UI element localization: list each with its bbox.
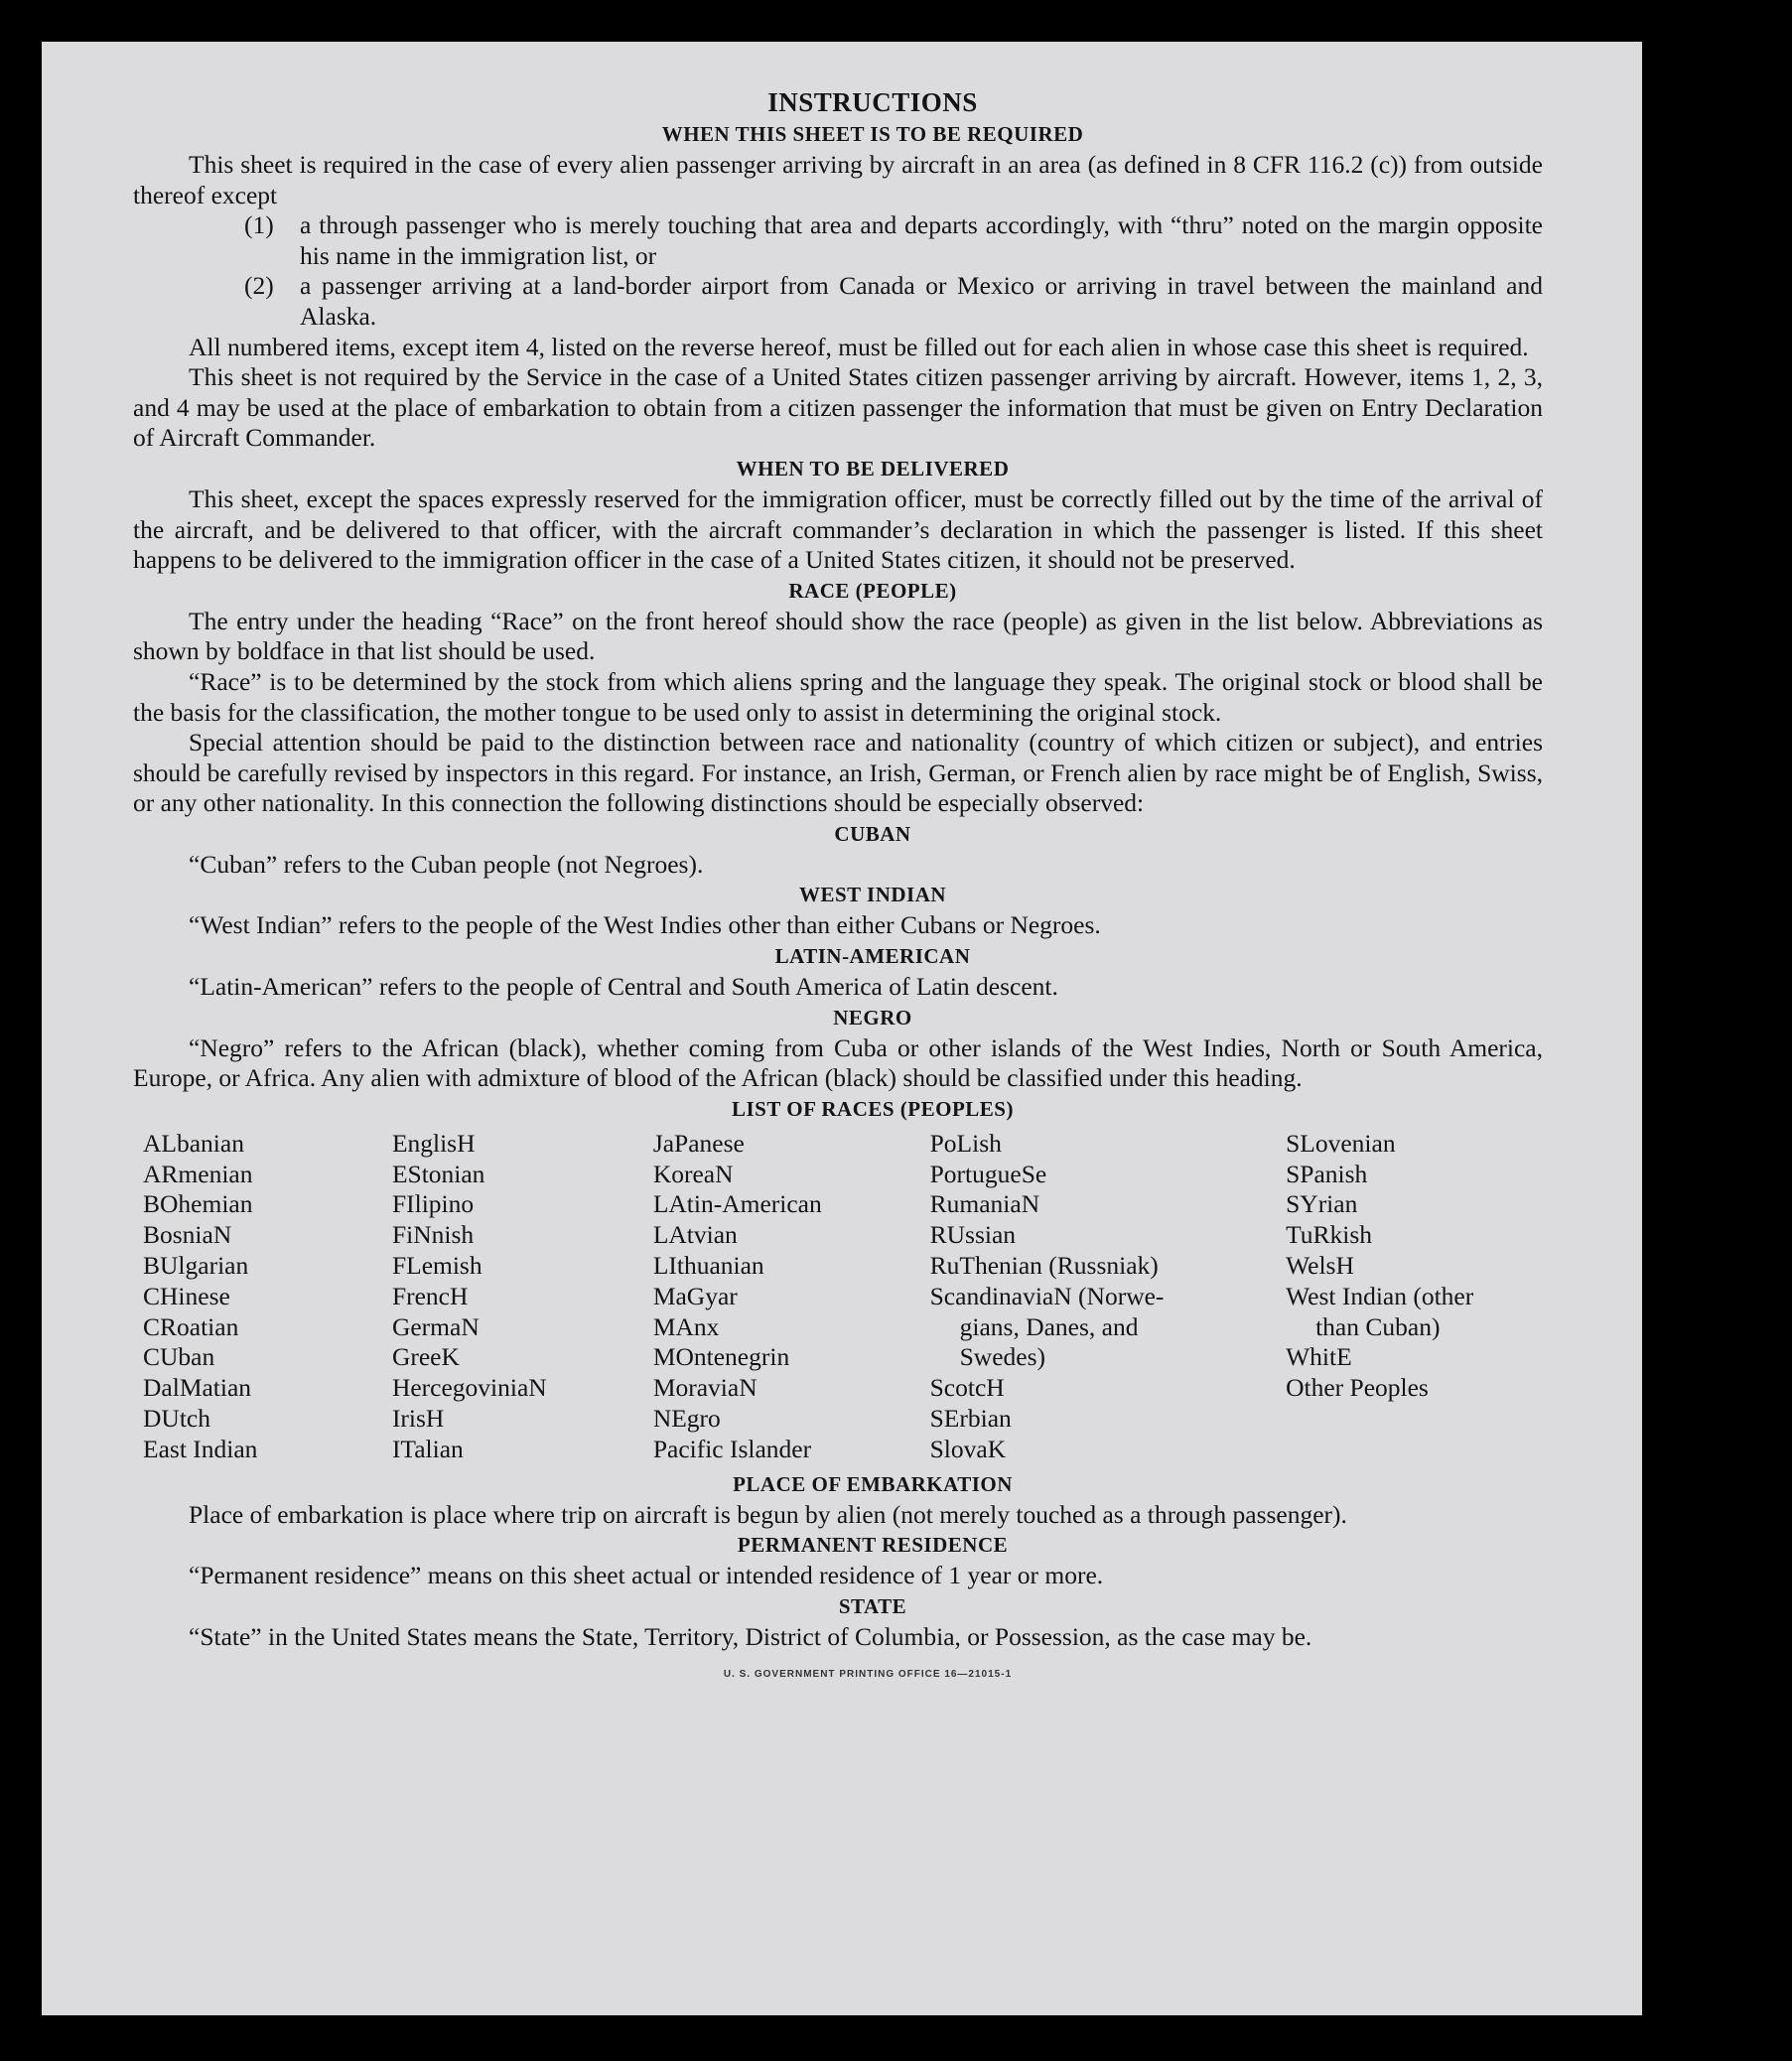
race-entry: GermaN <box>391 1311 480 1341</box>
race-entry: DalMatian <box>143 1373 252 1403</box>
race-entry: ScandinaviaN (Norwe- <box>929 1281 1165 1310</box>
race-entry: SYrian <box>1286 1189 1358 1219</box>
paragraph: “State” in the United States means the State, Territory, District of Columbia, or Possession, as the case may be. <box>189 1621 1312 1651</box>
section-heading-delivered: WHEN TO BE DELIVERED <box>736 456 1010 481</box>
race-entry: MaGyar <box>652 1281 738 1310</box>
race-entry: BosniaN <box>143 1220 232 1250</box>
race-entry: TuRkish <box>1286 1220 1373 1250</box>
section-heading-latin-american: LATIN-AMERICAN <box>774 944 971 969</box>
list-item <box>133 210 1543 271</box>
races-column-4 <box>930 1129 1286 1465</box>
races-column-3 <box>653 1129 930 1465</box>
race-entry: GreeK <box>391 1342 460 1372</box>
item-number: (1) <box>244 210 274 240</box>
race-entry-continued: Swedes) <box>959 1342 1046 1372</box>
race-entry-continued: than Cuban) <box>1315 1311 1441 1341</box>
race-entry: East Indian <box>143 1434 258 1463</box>
paragraph: “Permanent residence” means on this sheet actual or intended residence of 1 year or more. <box>189 1561 1104 1590</box>
race-entry: West Indian (other <box>1286 1281 1474 1310</box>
race-entry: MoraviaN <box>652 1373 758 1403</box>
race-entry: LAtin-American <box>652 1189 822 1219</box>
race-entry: CRoatian <box>143 1311 239 1341</box>
race-entry: LAtvian <box>652 1220 738 1250</box>
paragraph: This sheet is not required by the Service in the case of a United States citizen passenger arriving by aircraft. However, items 1, 2, 3, and 4 may be used at the place of embarkation to obtain from a citizen passenger the information that must be given on Entry Declaration of Aircraft Commander. <box>133 362 1543 453</box>
race-entry: RumaniaN <box>929 1189 1040 1219</box>
paragraph: The entry under the heading “Race” on the front hereof should show the race (people) as given in the list below. Abbreviations as shown by boldface in that list should be used. <box>133 606 1543 666</box>
section-heading-cuban: CUBAN <box>834 821 911 846</box>
race-entry: RUssian <box>929 1220 1017 1250</box>
race-entry: IrisH <box>391 1404 445 1434</box>
races-column-2 <box>392 1129 653 1465</box>
race-entry: PortugueSe <box>929 1159 1047 1188</box>
race-entry: ScotcH <box>929 1373 1005 1403</box>
race-entry: CUban <box>143 1342 215 1372</box>
paragraph: This sheet, except the spaces expressly reserved for the immigration officer, must be correctly filled out by the time of the arrival of the aircraft, and be delivered to that officer, with the aircraft commander’s declaration in which the passenger is listed. If this sheet happens to be delivered to the immigration officer in the case of a United States citizen, it should not be preserved. <box>133 483 1543 575</box>
race-entry: RuThenian (Russniak) <box>929 1251 1159 1281</box>
section-heading-required: WHEN THIS SHEET IS TO BE REQUIRED <box>661 122 1084 146</box>
race-entry: SlovaK <box>929 1434 1007 1463</box>
race-entry: BOhemian <box>143 1189 253 1219</box>
race-entry: SPanish <box>1286 1159 1368 1188</box>
race-entry: MAnx <box>652 1311 720 1341</box>
section-heading-race: RACE (PEOPLE) <box>788 578 957 603</box>
section-heading-embarkation: PLACE OF EMBARKATION <box>733 1471 1013 1496</box>
instruction-sheet <box>42 42 1642 2015</box>
section-heading-state: STATE <box>838 1593 907 1618</box>
race-entry: LIthuanian <box>652 1251 764 1281</box>
page-title: INSTRUCTIONS <box>767 87 978 117</box>
race-entry: KoreaN <box>652 1159 734 1188</box>
race-entry: SErbian <box>929 1404 1012 1434</box>
race-entry: JaPanese <box>652 1128 745 1158</box>
race-entry: HercegoviniaN <box>391 1373 547 1403</box>
race-entry: WelsH <box>1286 1251 1354 1281</box>
race-entry: NEgro <box>652 1404 721 1434</box>
paragraph: All numbered items, except item 4, listed on the reverse hereof, must be filled out for each alien in whose case this sheet is required. <box>189 332 1529 361</box>
printing-office-imprint: U. S. GOVERNMENT PRINTING OFFICE 16—21015-1 <box>723 1669 1013 1681</box>
race-entry: WhitE <box>1286 1342 1352 1372</box>
paragraph: “Race” is to be determined by the stock from which aliens spring and the language they speak. The original stock or blood shall be the basis for the classification, the mother tongue to be used only to assist in determining the original stock. <box>133 666 1543 727</box>
list-item <box>133 271 1543 332</box>
race-entry: DUtch <box>143 1404 210 1434</box>
race-entry-continued: gians, Danes, and <box>959 1311 1139 1341</box>
race-entry: CHinese <box>143 1281 230 1310</box>
race-entry: Other Peoples <box>1286 1373 1429 1403</box>
paragraph: This sheet is required in the case of every alien passenger arriving by aircraft in an area (as defined in 8 CFR 116.2 (c)) from outside thereof except <box>133 150 1543 209</box>
races-list <box>143 1129 1543 1465</box>
race-entry: PoLish <box>929 1128 1002 1158</box>
section-heading-races-list: LIST OF RACES (PEOPLES) <box>732 1096 1014 1121</box>
section-heading-residence: PERMANENT RESIDENCE <box>737 1533 1009 1558</box>
item-number: (2) <box>244 271 274 301</box>
item-text: a through passenger who is merely touching that area and departs accordingly, with “thru” noted on the margin opposite his name in the immigration list, or <box>300 210 1543 270</box>
race-entry: ITalian <box>391 1434 464 1463</box>
races-column-5 <box>1286 1129 1543 1465</box>
race-entry: ALbanian <box>143 1128 244 1158</box>
race-entry: EStonian <box>391 1159 485 1188</box>
race-entry: SLovenian <box>1286 1128 1396 1158</box>
paragraph: “Negro” refers to the African (black), whether coming from Cuba or other islands of the West Indies, North or South America, Europe, or Africa. Any alien with admixture of blood of the African (black) should be classified under this heading. <box>133 1032 1543 1093</box>
paragraph: Special attention should be paid to the distinction between race and nationality (country of which citizen or subject), and entries should be carefully revised by inspectors in this regard. For instance, an Irish, German, or French alien by race might be of English, Swiss, or any other nationality. In this connection the following distinctions should be especially observed: <box>133 728 1543 818</box>
paragraph: “Latin-American” refers to the people of Central and South America of Latin descent. <box>189 972 1058 1002</box>
section-heading-negro: NEGRO <box>833 1005 912 1030</box>
race-entry: EnglisH <box>391 1128 476 1158</box>
paragraph: Place of embarkation is place where trip on aircraft is begun by alien (not merely touched as a through passenger). <box>189 1499 1347 1529</box>
race-entry: FIlipino <box>391 1189 475 1219</box>
item-text: a passenger arriving at a land-border airport from Canada or Mexico or arriving in travel between the mainland and Alaska. <box>300 271 1543 331</box>
section-heading-west-indian: WEST INDIAN <box>798 883 947 907</box>
race-entry: FLemish <box>391 1251 482 1281</box>
race-entry: FiNnish <box>391 1220 475 1250</box>
races-column-1 <box>143 1129 392 1465</box>
race-entry: FrencH <box>391 1281 469 1310</box>
race-entry: MOntenegrin <box>652 1342 790 1372</box>
paragraph: “Cuban” refers to the Cuban people (not Negroes). <box>189 849 704 879</box>
paragraph: “West Indian” refers to the people of the West Indies other than either Cubans or Negroes. <box>189 910 1101 940</box>
race-entry: ARmenian <box>143 1159 253 1188</box>
race-entry: BUlgarian <box>143 1251 249 1281</box>
race-entry: Pacific Islander <box>652 1434 812 1463</box>
